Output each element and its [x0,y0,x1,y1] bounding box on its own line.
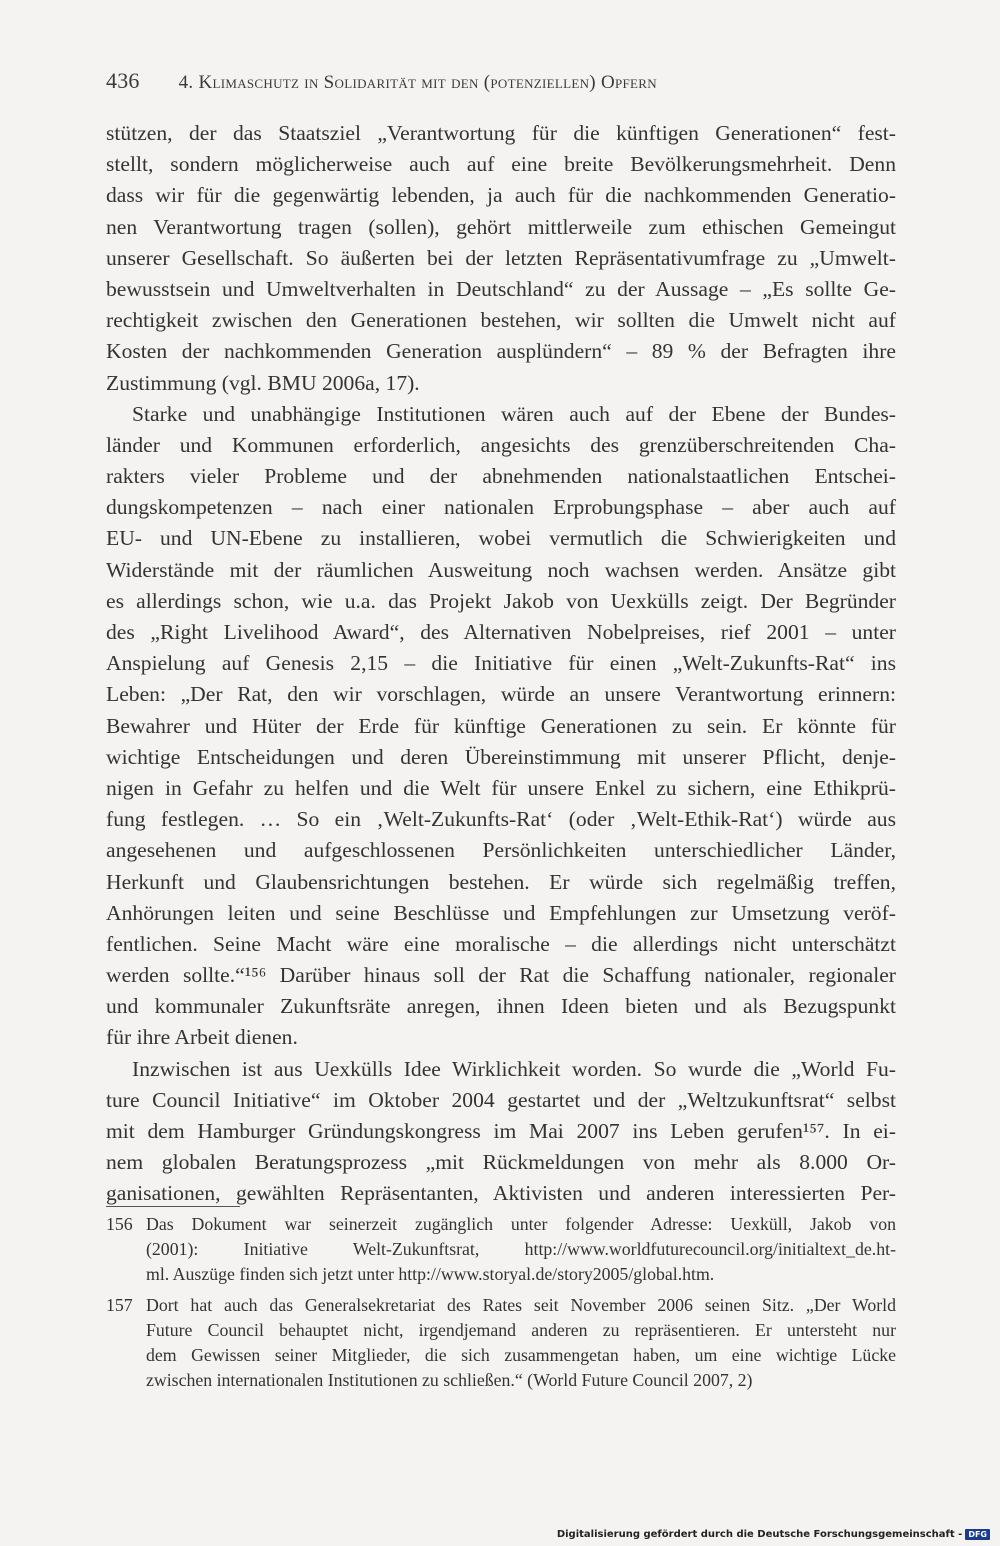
footnotes [106,1212,896,1393]
text-line: stützen, der das Staatsziel „Verantwortung für die künftigen Generationen“ fest- [106,121,896,145]
text-line: des „Right Livelihood Award“, des Alternativen Nobelpreises, rief 2001 – unter [106,620,896,644]
footnote-157 [106,1293,896,1393]
text-line: ture Council Initiative“ im Oktober 2004 gestartet und der „Weltzukunftsrat“ selbst [106,1087,896,1112]
text-line: länder und Kommunen erforderlich, angesichts des grenzüberschreitenden Cha- [106,432,896,457]
text-line: dungskompetenzen – nach einer nationalen Erprobungsphase – aber auch auf [106,495,896,520]
running-header [106,68,896,94]
credit-text: Digitalisierung gefördert durch die Deutsche Forschungsgemeinschaft - [556,1529,963,1540]
text-line: und kommunaler Zukunftsräte anregen, ihnen Ideen bieten und als Bezugspunkt [106,994,896,1019]
text-line: Kosten der nachkommenden Generation ausplündern“ – 89 % der Befragten ihre [106,339,896,364]
text-line: es allerdings schon, wie u.a. das Projekt Jakob von Uexkülls zeigt. Der Begründer [106,588,896,613]
text-line: für ihre Arbeit dienen. [106,1025,298,1050]
text-line: nen Verantwortung tragen (sollen), gehört mittlerweile zum ethischen Gemeingut [106,214,896,239]
text-line: EU- und UN-Ebene zu installieren, wobei vermutlich die Schwierigkeiten und [106,526,896,551]
digitization-credit [557,1529,990,1540]
text-line: nem globalen Beratungsprozess „mit Rückmeldungen von mehr als 8.000 Or- [106,1150,896,1175]
text-line: dass wir für die gegenwärtig lebenden, ja auch für die nachkommenden Generatio- [106,183,896,208]
footnote-line: Das Dokument war seinerzeit zugänglich unter folgender Adresse: Uexküll, Jakob von [146,1214,896,1234]
text-line: bewusstsein und Umweltverhalten in Deutschland“ zu der Aussage – „Es sollte Ge- [106,276,896,301]
text-line: Bewahrer und Hüter der Erde für künftige Generationen zu sein. Er könnte für [106,713,896,738]
text-line: Widerstände mit der räumlichen Ausweitung noch wachsen werden. Ansätze gibt [106,557,896,582]
text-line: mit dem Hamburger Gründungskongress im Mai 2007 ins Leben gerufen¹⁵⁷. In ei- [106,1119,896,1143]
text-line: Starke und unabhängige Institutionen wären auch auf der Ebene der Bundes- [132,401,896,426]
footnote-156 [106,1212,896,1287]
footnote-line: (2001): Initiative Welt-Zukunftsrat, http://www.worldfuturecouncil.org/initialtext_de.ht- [146,1239,896,1259]
text-line: Zustimmung (vgl. BMU 2006a, 17). [106,370,420,395]
text-line: unserer Gesellschaft. So äußerten bei der letzten Repräsentativumfrage zu „Umwelt- [106,245,896,270]
running-title: 4. Klimaschutz in Solidarität mit den (potenziellen) Opfern [178,72,657,93]
footnote-line: Future Council behauptet nicht, irgendjemand anderen zu repräsentieren. Er untersteht nur [146,1320,896,1340]
footnote-divider [106,1206,240,1207]
footnote-number: 156 [106,1214,133,1234]
text-line: ganisationen, gewählten Repräsentanten, Aktivisten und anderen interessierten Per- [106,1181,896,1206]
text-line: fentlichen. Seine Macht wäre eine moralische – die allerdings nicht unterschätzt [106,931,896,956]
footnote-line: ml. Auszüge finden sich jetzt unter http://www.storyal.de/story2005/global.htm. [146,1264,715,1284]
body-text [106,118,896,1210]
page-number: 436 [106,68,140,93]
footnote-line: Dort hat auch das Generalsekretariat des Rates seit November 2006 seinen Sitz. „Der World [146,1295,896,1315]
text-line: angesehenen und aufgeschlossenen Persönlichkeiten unterschiedlicher Länder, [106,838,896,863]
footnote-number: 157 [106,1295,133,1315]
footnote-line: dem Gewissen seiner Mitglieder, die sich zusammengetan haben, um eine wichtige Lücke [146,1345,896,1365]
text-line: rechtigkeit zwischen den Generationen bestehen, wir sollten die Umwelt nicht auf [106,308,896,333]
text-line: Anspielung auf Genesis 2,15 – die Initiative für einen „Welt-Zukunfts-Rat“ ins [106,651,896,676]
text-line: Inzwischen ist aus Uexkülls Idee Wirklichkeit worden. So wurde die „World Fu- [132,1056,896,1081]
text-line: Anhörungen leiten und seine Beschlüsse und Empfehlungen zur Umsetzung veröf- [106,900,896,925]
text-line: rakters vieler Probleme und der abnehmenden nationalstaatlichen Entschei- [106,464,896,489]
text-line: nigen in Gefahr zu helfen und die Welt für unsere Enkel zu sichern, eine Ethikprü- [106,775,896,800]
text-line: werden sollte.“¹⁵⁶ Darüber hinaus soll der Rat die Schaffung nationaler, regionaler [106,963,896,988]
text-line: Leben: „Der Rat, den wir vorschlagen, würde an unsere Verantwortung erinnern: [106,682,896,707]
footnote-line: zwischen internationalen Institutionen zu schließen.“ (World Future Council 2007, 2) [146,1370,753,1390]
dfg-logo: DFG [965,1529,990,1540]
text-line: Herkunft und Glaubensrichtungen bestehen. Er würde sich regelmäßig treffen, [106,869,896,894]
text-line: stellt, sondern möglicherweise auch auf eine breite Bevölkerungsmehrheit. Denn [106,152,896,177]
text-line: fung festlegen. … So ein ‚Welt-Zukunfts-Rat‘ (oder ‚Welt-Ethik-Rat‘) würde aus [106,807,896,832]
text-line: wichtige Entscheidungen und deren Übereinstimmung mit unserer Pflicht, denje- [106,744,896,769]
